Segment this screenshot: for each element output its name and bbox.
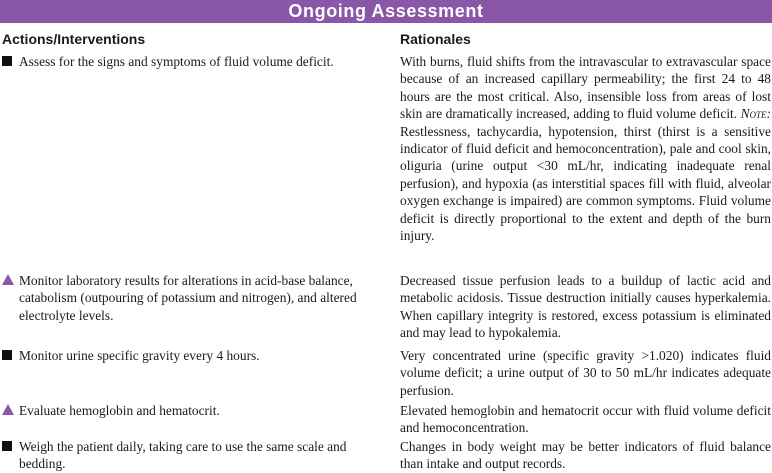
rationale-text: Very concentrated urine (specific gravity >1.020) indicates fluid volume deficit; a urine output of 30 to 50 mL/hr indicates adequate perfusion. <box>400 348 771 398</box>
section-banner <box>0 0 772 23</box>
rationales-column-header: Rationales <box>400 31 471 47</box>
actions-column-header: Actions/Interventions <box>2 31 146 47</box>
triangle-bullet-icon <box>2 402 19 419</box>
action-text: Assess for the signs and symptoms of fluid volume deficit. <box>19 54 334 69</box>
square-bullet-icon <box>2 438 19 455</box>
rationale-text: Elevated hemoglobin and hematocrit occur with fluid volume deficit and hemoconcentration. <box>400 403 771 436</box>
action-text: Monitor laboratory results for alterations in acid-base balance, catabolism (outpouring of potassium and nitrogen), and altered electrolyte levels. <box>19 273 357 323</box>
rationale-cell <box>400 347 771 399</box>
rationale-text-continued: Restlessness, tachycardia, hypotension, thirst (thirst is a sensitive indicator of fluid deficit and hemoconcentration), pale and cool skin, oliguria (urine output <30 mL/hr, indicating inadequate renal perfusion), and hypoxia (as interstitial spaces fill with fluid, alveolar oxygen exchange is impaired) are common symptoms. Fluid volume deficit is directly proportional to the extent and depth of the burn injury. <box>400 123 771 244</box>
rationale-cell <box>400 438 771 473</box>
triangle-bullet-icon <box>2 272 19 289</box>
square-bullet-icon <box>2 347 19 364</box>
rationale-text: Changes in body weight may be better indicators of fluid balance than intake and output records. <box>400 439 771 472</box>
rationale-cell <box>400 402 771 437</box>
action-text: Evaluate hemoglobin and hematocrit. <box>19 403 220 418</box>
square-bullet-icon <box>2 53 19 70</box>
action-text: Monitor urine specific gravity every 4 hours. <box>19 348 260 363</box>
rationale-text: With burns, fluid shifts from the intravascular to extravascular space because of an increased capillary permeability; the first 24 to 48 hours are the most critical. Also, insensible loss from areas of lost skin are dramatically increased, adding to fluid volume deficit. <box>400 54 771 122</box>
column-headers <box>0 23 772 49</box>
action-text: Weigh the patient daily, taking care to use the same scale and bedding. <box>19 439 347 472</box>
rationale-cell <box>400 272 771 342</box>
action-cell <box>2 347 374 364</box>
rationale-cell <box>400 53 771 244</box>
action-cell <box>2 438 374 473</box>
section-title: Ongoing Assessment <box>288 1 484 21</box>
action-cell <box>2 402 374 419</box>
rationale-text: Decreased tissue perfusion leads to a buildup of lactic acid and metabolic acidosis. Tissue destruction initially causes hyperkalemia. When capillary integrity is restored, excess potassium is eliminated and may lead to hypokalemia. <box>400 273 771 341</box>
action-cell <box>2 53 374 70</box>
action-cell <box>2 272 374 324</box>
note-label: Note: <box>740 106 772 122</box>
